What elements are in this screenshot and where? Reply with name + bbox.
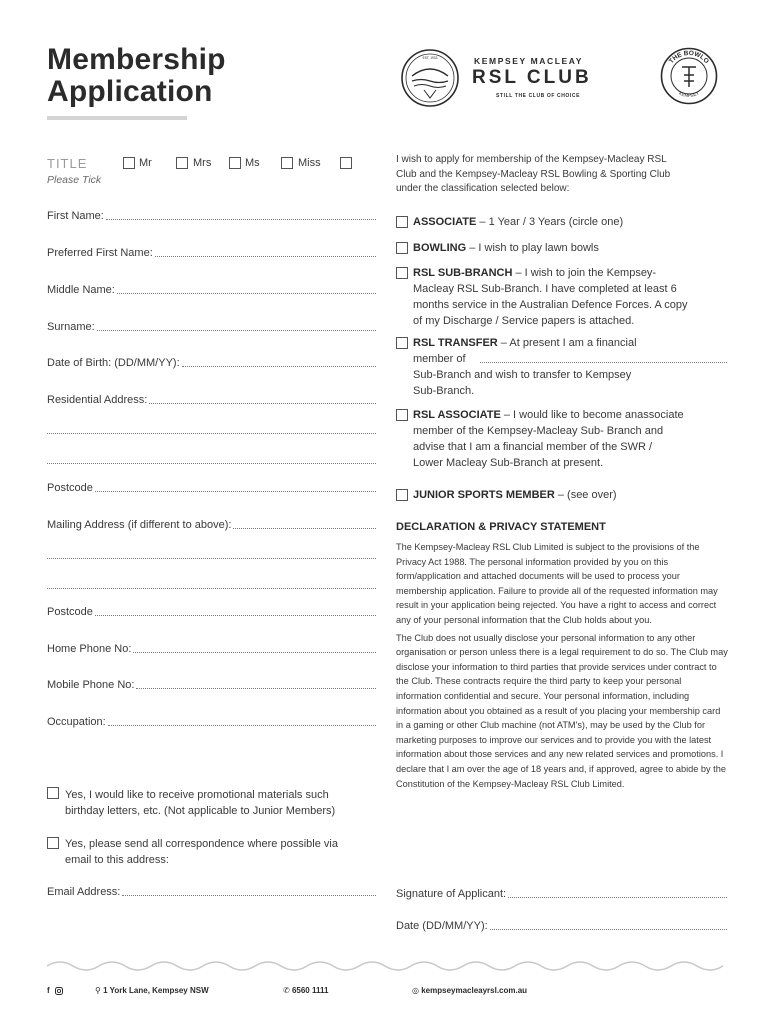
footer-website[interactable] [412,986,527,995]
intro-line-3: under the classification selected below: [396,183,570,194]
email-field[interactable] [47,885,376,898]
title-underline [47,116,187,120]
transfer-sub-branch-input[interactable] [480,361,727,363]
rsl-sub-branch-option [413,265,688,329]
associate-title: ASSOCIATE [413,216,477,228]
title-mrs-checkbox[interactable] [176,157,188,169]
email-label: Email Address: [47,886,121,898]
email-consent-text [65,836,338,868]
bowling-text: – I wish to play lawn bowls [466,242,599,254]
rsl-sub-branch-line-2: Macleay RSL Sub-Branch. I have completed at least 6 [413,283,677,295]
rsl-associate-line-4: Lower Macleay Sub-Branch at present. [413,457,604,469]
title-line-1: Membership [47,43,226,76]
rsl-transfer-option [413,335,637,399]
preferred-first-name-field[interactable] [47,246,376,259]
instagram-icon[interactable] [55,987,63,995]
dob-label: Date of Birth: (DD/MM/YY): [47,357,180,369]
associate-option [413,214,623,230]
junior-sports-option [413,487,617,503]
mobile-phone-label: Mobile Phone No: [47,679,135,691]
title-mrs-label: Mrs [193,157,212,169]
residential-address-line-2[interactable] [47,432,376,434]
intro-line-1: I wish to apply for membership of the Kempsey-Macleay RSL [396,154,667,165]
rsl-associate-checkbox[interactable] [396,409,408,421]
rsl-sub-branch-line-4: of my Discharge / Service papers is attached. [413,315,635,327]
mailing-postcode-label: Postcode [47,606,93,618]
bowling-option [413,240,599,256]
surname-field[interactable] [47,320,376,333]
associate-text: – 1 Year / 3 Years (circle one) [476,216,624,228]
rsl-sub-branch-line-1: – I wish to join the Kempsey- [512,267,657,279]
declaration-paragraph-2: The Club does not usually disclose your personal information to any other organisation or person unless there is a legal requirement to do so. The Club may disclose your information to third parties that provide services under contract to the Club. These contracts require the third party to keep your personal information confidential and secure. Your personal information, including information about you obtained as a result of you placing your membership card in a gaming or other Club machine (not ATM's), may be used by the Club for marketing purposes to improve our services and to provide you with the latest information about those services and any new related services and promotions. I declare that I am over the age of 18 years and, if approved, agree to abide by the Constitution of the Kempsey-Macleay RSL Club Limited. [396,632,728,789]
rsl-sub-branch-title: RSL SUB-BRANCH [413,267,513,279]
svg-text:KEMPSEY [678,90,700,98]
rsl-transfer-line-2: member of [413,353,466,365]
rsl-sub-branch-line-3: months service in the Australian Defence Forces. A copy [413,299,688,311]
bowling-checkbox[interactable] [396,242,408,254]
home-phone-label: Home Phone No: [47,643,132,655]
footer-address-text: 1 York Lane, Kempsey NSW [103,986,209,995]
surname-label: Surname: [47,321,95,333]
promo-consent-line-1: Yes, I would like to receive promotional materials such [65,789,329,801]
rsl-transfer-title: RSL TRANSFER [413,337,498,349]
club-tagline: STILL THE CLUB OF CHOICE [496,93,581,99]
signature-date-label: Date (DD/MM/YY): [396,920,488,932]
title-mr-label: Mr [139,157,152,169]
email-consent-line-1: Yes, please send all correspondence where possible via [65,838,338,850]
email-consent-checkbox[interactable] [47,837,59,849]
rsl-transfer-line-1: – At present I am a financial [497,337,637,349]
first-name-label: First Name: [47,210,104,222]
junior-sports-text: – (see over) [554,489,617,501]
title-miss-label: Miss [298,157,321,169]
title-hint: Please Tick [47,174,102,186]
rsl-associate-line-2: member of the Kempsey-Macleay Sub- Branch and [413,425,664,437]
rsl-transfer-checkbox[interactable] [396,337,408,349]
rsl-sub-branch-checkbox[interactable] [396,267,408,279]
footer-website-text[interactable]: kempseymacleayrsl.com.au [421,986,528,995]
title-line-2: Application [47,75,213,108]
postcode-label: Postcode [47,482,93,494]
logo-est-text: EST. 1933 [422,56,438,60]
occupation-label: Occupation: [47,716,106,728]
mobile-phone-field[interactable] [47,678,376,691]
rsl-transfer-line-3: Sub-Branch and wish to transfer to Kempsey [413,369,632,381]
declaration-paragraph-1: The Kempsey-Macleay RSL Club Limited is subject to the provisions of the Privacy Act 1988. The personal information provided by you on this form/application and attached documents will be used to process your membership application. Failure to provide all of the requested information may result in your application being rejected. You have a right to access and correct any of your personal information that the Club holds about you. [396,542,718,625]
email-consent-line-2: email to this address: [65,854,169,866]
facebook-icon[interactable]: f [47,986,50,995]
preferred-first-name-label: Preferred First Name: [47,247,153,259]
title-mr-checkbox[interactable] [123,157,135,169]
signature-field[interactable] [396,887,727,900]
signature-label: Signature of Applicant: [396,888,507,900]
mailing-postcode-field[interactable] [47,605,376,618]
club-top-text: KEMPSEY MACLEAY [474,56,584,66]
occupation-field[interactable] [47,715,376,728]
residential-address-line-3[interactable] [47,462,376,464]
first-name-field[interactable] [47,209,376,222]
middle-name-field[interactable] [47,283,376,296]
rsl-associate-title: RSL ASSOCIATE [413,409,501,421]
title-other-checkbox[interactable] [340,157,352,169]
mailing-address-field[interactable] [47,518,376,531]
rsl-associate-line-1: – I would like to become anassociate [500,409,684,421]
bowlo-top-text: THE BOWLO [668,49,710,66]
rsl-associate-line-3: advise that I am a financial member of the SWR / [413,441,653,453]
footer-address [95,986,209,995]
title-ms-label: Ms [245,157,260,169]
bowling-title: BOWLING [413,242,467,254]
junior-sports-checkbox[interactable] [396,489,408,501]
phone-icon: ✆ [283,986,290,995]
signature-date-field[interactable] [396,919,727,932]
junior-sports-title: JUNIOR SPORTS MEMBER [413,489,555,501]
mailing-address-line-3[interactable] [47,587,376,589]
bowlo-logo-icon [660,47,718,105]
club-name: RSL CLUB [472,67,592,88]
declaration-heading: DECLARATION & PRIVACY STATEMENT [396,521,606,533]
bowlo-bottom-text: KEMPSEY [678,90,700,99]
associate-checkbox[interactable] [396,216,408,228]
intro-line-2: Club and the Kempsey-Macleay RSL Bowling & Sporting Club [396,168,671,180]
title-ms-checkbox[interactable] [229,157,241,169]
mailing-address-line-2[interactable] [47,557,376,559]
declaration-body [396,540,728,794]
home-phone-field[interactable] [47,642,376,655]
residential-address-label: Residential Address: [47,394,148,406]
rsl-associate-option [413,407,684,471]
postcode-field[interactable] [47,481,376,494]
promo-consent-text [65,787,335,819]
footer-phone-text: 6560 1111 [291,986,329,995]
mailing-address-label: Mailing Address (if different to above): [47,519,232,531]
dob-field[interactable] [47,356,376,369]
title-miss-checkbox[interactable] [281,157,293,169]
page-title [47,44,226,108]
rsl-transfer-line-4: Sub-Branch. [413,385,475,397]
middle-name-label: Middle Name: [47,284,115,296]
globe-icon: ◎ [412,986,419,995]
residential-address-field[interactable] [47,393,376,406]
location-pin-icon: ⚲ [95,986,101,995]
promo-consent-line-2: birthday letters, etc. (Not applicable to Junior Members) [65,805,336,817]
title-label: TITLE [47,156,88,171]
promo-consent-checkbox[interactable] [47,787,59,799]
application-intro [396,153,670,197]
rsl-club-logo-icon [400,48,460,108]
footer-wave-divider [47,958,723,972]
footer-phone [283,986,328,995]
